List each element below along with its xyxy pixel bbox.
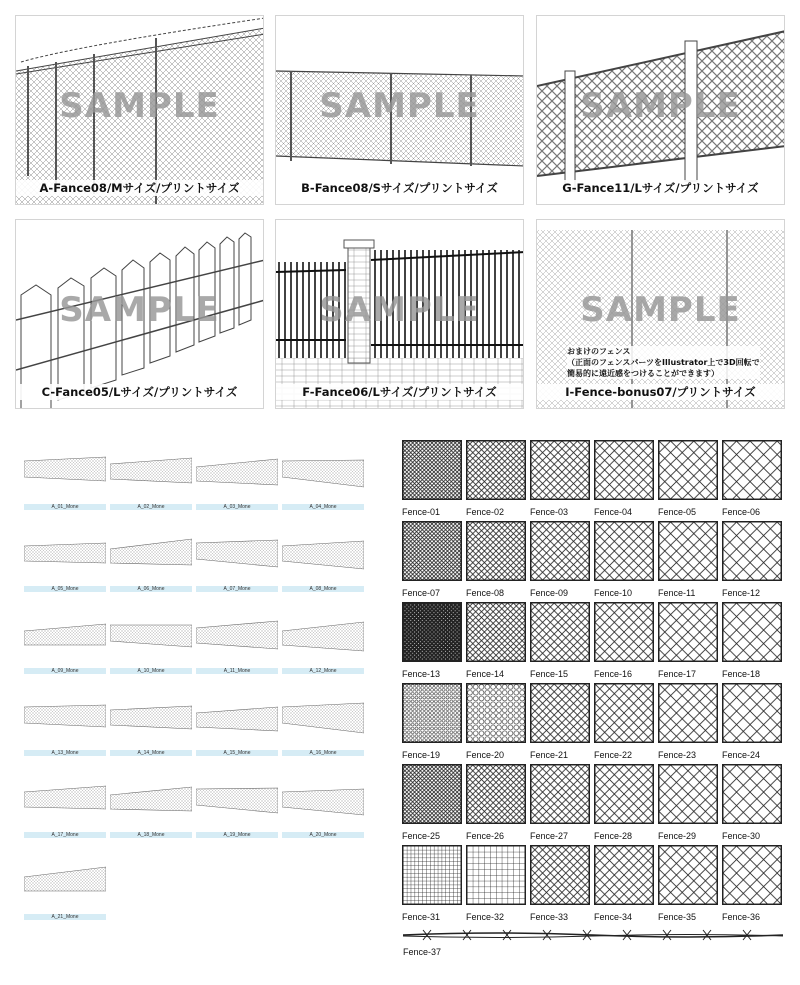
- pattern-label: Fence-07: [402, 588, 441, 598]
- thumbnail-item[interactable]: [24, 865, 106, 920]
- pattern-label: Fence-09: [530, 588, 569, 598]
- thumbnail-label: A_05_Mone: [24, 586, 106, 592]
- pattern-item[interactable]: [594, 764, 656, 842]
- thumbnail-preview: [282, 619, 364, 657]
- thumbnail-preview: [24, 701, 106, 739]
- thumbnail-item[interactable]: [110, 701, 192, 756]
- thumbnail-label: A_01_Mone: [24, 504, 106, 510]
- pattern-item[interactable]: [402, 602, 464, 680]
- pattern-item[interactable]: [658, 683, 720, 761]
- fence-illustration: [16, 16, 264, 205]
- pattern-swatch: [722, 845, 782, 905]
- pattern-item[interactable]: [658, 521, 720, 599]
- pattern-label: Fence-04: [594, 507, 633, 517]
- fence-illustration: [537, 220, 785, 409]
- thumbnail-item[interactable]: [282, 701, 364, 756]
- thumbnail-preview: [110, 619, 192, 657]
- pattern-swatch: [658, 602, 718, 662]
- preview-card-g[interactable]: [536, 15, 785, 205]
- pattern-swatch: [466, 440, 526, 500]
- pattern-item[interactable]: [466, 521, 528, 599]
- pattern-label: Fence-03: [530, 507, 569, 517]
- pattern-label: Fence-11: [658, 588, 696, 598]
- pattern-swatch: [722, 521, 782, 581]
- thumbnail-label: A_15_Mone: [196, 750, 278, 756]
- thumbnail-preview: [110, 783, 192, 821]
- pattern-swatch: [466, 845, 526, 905]
- sample-watermark: SAMPLE: [580, 86, 741, 126]
- pattern-item[interactable]: [594, 845, 656, 923]
- card-caption: F-Fance06/Lサイズ/プリントサイズ: [276, 384, 523, 400]
- thumbnail-item[interactable]: [24, 537, 106, 592]
- pattern-label: Fence-05: [658, 507, 697, 517]
- pattern-swatch: [658, 845, 718, 905]
- pattern-swatch: [402, 521, 462, 581]
- thumbnail-label: A_14_Mone: [110, 750, 192, 756]
- thumbnail-preview: [24, 455, 106, 493]
- thumbnail-label: A_18_Mone: [110, 832, 192, 838]
- thumbnail-item[interactable]: [282, 537, 364, 592]
- pattern-item[interactable]: [402, 440, 464, 518]
- pattern-swatch: [466, 683, 526, 743]
- pattern-item[interactable]: [530, 602, 592, 680]
- pattern-item[interactable]: [722, 683, 784, 761]
- pattern-item[interactable]: [530, 521, 592, 599]
- pattern-label: Fence-24: [722, 750, 761, 760]
- pattern-label: Fence-23: [658, 750, 697, 760]
- preview-card-f[interactable]: [275, 219, 524, 409]
- thumbnail-label: A_20_Mone: [282, 832, 364, 838]
- pattern-swatch: [530, 845, 590, 905]
- thumbnail-item[interactable]: [110, 783, 192, 838]
- thumbnail-label: A_07_Mone: [196, 586, 278, 592]
- thumbnail-preview: [110, 455, 192, 493]
- pattern-swatch: [658, 521, 718, 581]
- thumbnail-preview: [196, 701, 278, 739]
- sample-watermark: SAMPLE: [580, 290, 741, 330]
- pattern-item[interactable]: [722, 440, 784, 518]
- pattern-label: Fence-33: [530, 912, 569, 922]
- pattern-swatch: [466, 764, 526, 824]
- pattern-swatch: [402, 440, 462, 500]
- pattern-item[interactable]: [466, 845, 528, 923]
- card-caption: B-Fance08/Sサイズ/プリントサイズ: [276, 180, 523, 196]
- fence-illustration: [16, 220, 264, 409]
- thumbnail-label: A_13_Mone: [24, 750, 106, 756]
- card-caption: G-Fance11/Lサイズ/プリントサイズ: [537, 180, 784, 196]
- pattern-label: Fence-36: [722, 912, 761, 922]
- thumbnail-preview: [110, 701, 192, 739]
- pattern-label: Fence-20: [466, 750, 505, 760]
- thumbnail-item[interactable]: [110, 537, 192, 592]
- thumbnail-label: A_16_Mone: [282, 750, 364, 756]
- preview-card-b[interactable]: [275, 15, 524, 205]
- card-caption: C-Fance05/Lサイズ/プリントサイズ: [16, 384, 263, 400]
- pattern-label: Fence-17: [658, 669, 697, 679]
- pattern-label: Fence-15: [530, 669, 569, 679]
- barbed-wire-pattern: [403, 922, 783, 948]
- pattern-swatch: [722, 683, 782, 743]
- pattern-label: Fence-12: [722, 588, 761, 598]
- thumbnail-preview: [196, 783, 278, 821]
- sample-watermark: SAMPLE: [59, 290, 220, 330]
- thumbnail-label: A_21_Mone: [24, 914, 106, 920]
- pattern-swatch: [530, 440, 590, 500]
- sample-watermark: SAMPLE: [59, 86, 220, 126]
- pattern-item[interactable]: [594, 521, 656, 599]
- thumbnail-item[interactable]: [24, 455, 106, 510]
- pattern-swatch: [466, 521, 526, 581]
- pattern-swatch: [594, 764, 654, 824]
- thumbnail-preview: [110, 537, 192, 575]
- pattern-swatch: [402, 602, 462, 662]
- thumbnail-preview: [24, 619, 106, 657]
- pattern-label: Fence-06: [722, 507, 761, 517]
- pattern-item[interactable]: [402, 845, 464, 923]
- pattern-item[interactable]: [402, 521, 464, 599]
- pattern-label: Fence-29: [658, 831, 697, 841]
- pattern-item[interactable]: [658, 440, 720, 518]
- fence-illustration: [537, 16, 785, 205]
- pattern-label: Fence-14: [466, 669, 505, 679]
- thumbnail-preview: [24, 865, 106, 903]
- thumbnail-preview: [196, 455, 278, 493]
- pattern-label: Fence-16: [594, 669, 633, 679]
- bonus-note-line: おまけのフェンス: [567, 347, 631, 356]
- pattern-label: Fence-10: [594, 588, 633, 598]
- thumbnail-preview: [282, 783, 364, 821]
- thumbnail-preview: [24, 783, 106, 821]
- pattern-label: Fence-37: [403, 947, 442, 957]
- pattern-item[interactable]: [402, 764, 464, 842]
- thumbnail-item[interactable]: [24, 619, 106, 674]
- thumbnail-preview: [196, 537, 278, 575]
- thumbnail-item[interactable]: [196, 537, 278, 592]
- thumbnail-item[interactable]: [196, 783, 278, 838]
- pattern-swatch: [594, 683, 654, 743]
- pattern-swatch: [594, 440, 654, 500]
- pattern-swatch: [594, 845, 654, 905]
- pattern-item[interactable]: [530, 845, 592, 923]
- pattern-swatch: [402, 683, 462, 743]
- pattern-item[interactable]: [658, 602, 720, 680]
- pattern-item[interactable]: [530, 764, 592, 842]
- bonus-note: [567, 346, 760, 379]
- pattern-swatch: [722, 440, 782, 500]
- thumbnail-label: A_02_Mone: [110, 504, 192, 510]
- pattern-label: Fence-27: [530, 831, 569, 841]
- thumbnail-preview: [282, 455, 364, 493]
- thumbnail-label: A_10_Mone: [110, 668, 192, 674]
- pattern-swatch: [722, 764, 782, 824]
- pattern-swatch: [658, 440, 718, 500]
- card-caption: A-Fance08/Mサイズ/プリントサイズ: [16, 180, 263, 196]
- pattern-label: Fence-21: [530, 750, 569, 760]
- pattern-swatch: [402, 845, 462, 905]
- pattern-swatch: [594, 602, 654, 662]
- pattern-swatch: [466, 602, 526, 662]
- pattern-item[interactable]: [466, 440, 528, 518]
- card-caption: I-Fence-bonus07/プリントサイズ: [537, 384, 784, 400]
- thumbnail-item[interactable]: [196, 701, 278, 756]
- pattern-label: Fence-19: [402, 750, 441, 760]
- pattern-item[interactable]: [722, 845, 784, 923]
- pattern-label: Fence-25: [402, 831, 441, 841]
- sample-watermark: SAMPLE: [319, 290, 480, 330]
- thumbnail-label: A_06_Mone: [110, 586, 192, 592]
- pattern-item[interactable]: [722, 764, 784, 842]
- thumbnail-item[interactable]: [282, 783, 364, 838]
- pattern-item[interactable]: [466, 683, 528, 761]
- thumbnail-label: A_17_Mone: [24, 832, 106, 838]
- pattern-item[interactable]: [658, 845, 720, 923]
- preview-card-a[interactable]: [15, 15, 264, 205]
- thumbnail-preview: [282, 537, 364, 575]
- pattern-item[interactable]: [722, 521, 784, 599]
- pattern-item[interactable]: [658, 764, 720, 842]
- pattern-item[interactable]: [722, 602, 784, 680]
- thumbnail-item[interactable]: [196, 455, 278, 510]
- pattern-swatch: [658, 764, 718, 824]
- thumbnail-item[interactable]: [24, 783, 106, 838]
- thumbnail-item[interactable]: [196, 619, 278, 674]
- thumbnail-label: A_11_Mone: [196, 668, 278, 674]
- pattern-item[interactable]: [466, 764, 528, 842]
- pattern-item[interactable]: [530, 440, 592, 518]
- pattern-label: Fence-13: [402, 669, 441, 679]
- pattern-swatch: [594, 521, 654, 581]
- preview-card-c[interactable]: [15, 219, 264, 409]
- pattern-swatch: [658, 683, 718, 743]
- pattern-swatch: [530, 602, 590, 662]
- pattern-label: Fence-26: [466, 831, 505, 841]
- thumbnail-item[interactable]: [110, 455, 192, 510]
- pattern-label: Fence-18: [722, 669, 761, 679]
- thumbnail-preview: [196, 619, 278, 657]
- pattern-swatch: [530, 521, 590, 581]
- pattern-label: Fence-32: [466, 912, 505, 922]
- pattern-swatch: [722, 602, 782, 662]
- bonus-note-line: （正面のフェンスパーツをIllustrator上で3D回転で: [567, 358, 760, 367]
- thumbnail-label: A_09_Mone: [24, 668, 106, 674]
- pattern-label: Fence-31: [402, 912, 441, 922]
- fence-illustration: [276, 16, 524, 205]
- thumbnail-label: A_08_Mone: [282, 586, 364, 592]
- thumbnail-label: A_12_Mone: [282, 668, 364, 674]
- pattern-label: Fence-02: [466, 507, 505, 517]
- pattern-label: Fence-01: [402, 507, 441, 517]
- bonus-note-line: 簡易的に遠近感をつけることができます）: [567, 369, 719, 378]
- pattern-swatch: [402, 764, 462, 824]
- preview-card-i[interactable]: [536, 219, 785, 409]
- thumbnail-item[interactable]: [282, 455, 364, 510]
- pattern-label: Fence-28: [594, 831, 633, 841]
- sample-watermark: SAMPLE: [319, 86, 480, 126]
- pattern-item[interactable]: [594, 602, 656, 680]
- pattern-swatch: [530, 764, 590, 824]
- thumbnail-label: A_19_Mone: [196, 832, 278, 838]
- thumbnail-preview: [282, 701, 364, 739]
- thumbnail-label: A_03_Mone: [196, 504, 278, 510]
- thumbnail-label: A_04_Mone: [282, 504, 364, 510]
- pattern-item[interactable]: [594, 683, 656, 761]
- pattern-label: Fence-08: [466, 588, 505, 598]
- pattern-label: Fence-35: [658, 912, 697, 922]
- thumbnail-preview: [24, 537, 106, 575]
- thumbnail-item[interactable]: [282, 619, 364, 674]
- pattern-item[interactable]: [530, 683, 592, 761]
- fence-illustration: [276, 220, 524, 409]
- thumbnail-item[interactable]: [110, 619, 192, 674]
- pattern-swatch: [530, 683, 590, 743]
- pattern-item[interactable]: [594, 440, 656, 518]
- pattern-item[interactable]: [402, 683, 464, 761]
- pattern-item[interactable]: [466, 602, 528, 680]
- pattern-label: Fence-30: [722, 831, 761, 841]
- pattern-label: Fence-34: [594, 912, 633, 922]
- thumbnail-item[interactable]: [24, 701, 106, 756]
- pattern-label: Fence-22: [594, 750, 633, 760]
